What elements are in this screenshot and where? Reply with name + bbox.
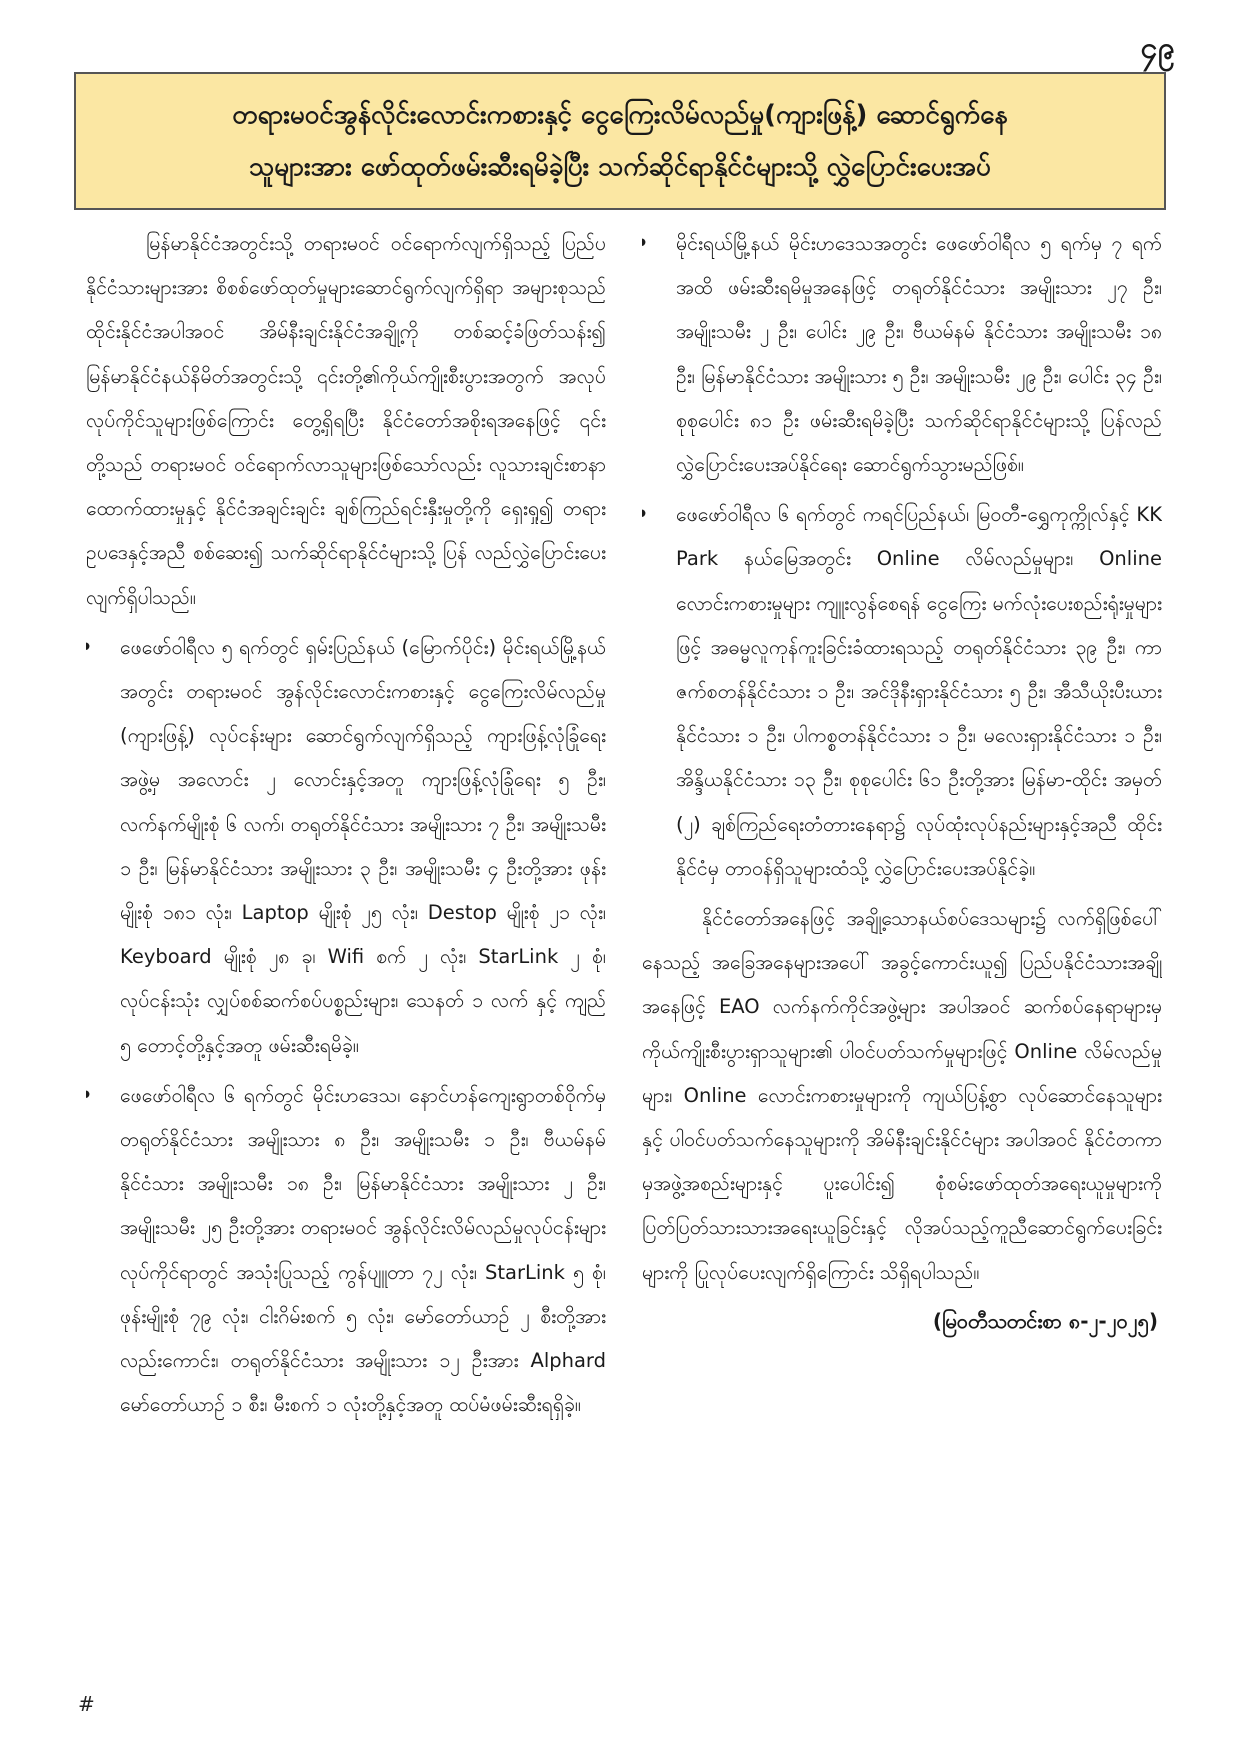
left-column	[86, 222, 606, 1662]
bullet-item-kk-park: • ဖေဖော်ဝါရီလ ၆ ရက်တွင် ကရင်ပြည်နယ်၊ မြဝတီ-ရွှေကုက္ကိုလ်နှင့် KK Park နယ်မြေအတွင်း Online လိမ်လည်မှုများ၊ Online လောင်းကစားမှုများ ကျူးလွန်စေရန် ငွေကြေး မက်လုံးပေးစည်းရုံးမှုများဖြင့် အဓမ္မလူကုန်ကူးခြင်းခံထားရသည့် တရုတ်နိုင်ငံသား ၃၉ ဦး၊ ကာဇက်စတန်နိုင်ငံသား ၁ ဦး၊ အင်ဒိုနီးရှားနိုင်ငံသား ၅ ဦး၊ အီသီယိုးပီးယားနိုင်ငံသား ၁ ဦး၊ ပါကစ္စတန်နိုင်ငံသား ၁ ဦး၊ မလေးရှားနိုင်ငံသား ၁ ဦး၊ အိန္ဒိယနိုင်ငံသား ၁၃ ဦး၊ စုစုပေါင်း ၆၁ ဦးတို့အား မြန်မာ-ထိုင်း အမှတ် (၂) ချစ်ကြည်ရေးတံတားနေရာ၌ လုပ်ထုံးလုပ်နည်းများနှင့်အညီ ထိုင်းနိုင်ငံမှ တာဝန်ရှိသူများထံသို့ လွှဲပြောင်းပေးအပ်နိုင်ခဲ့။	[642, 493, 1162, 891]
page-number: ၄၉	[1140, 31, 1176, 66]
article-body	[86, 222, 1162, 1662]
bullet-item-feb5-arrests: • ဖေဖော်ဝါရီလ ၅ ရက်တွင် ရှမ်းပြည်နယ် (မြောက်ပိုင်း) မိုင်းရယ်မြို့နယ်အတွင်း တရားမဝင် အွန်လိုင်းလောင်းကစားနှင့် ငွေကြေးလိမ်လည်မှု (ကျားဖြန့်) လုပ်ငန်းများ ဆောင်ရွက်လျက်ရှိသည့် ကျားဖြန့်လုံခြုံရေးအဖွဲ့မှ အလောင်း ၂ လောင်းနှင့်အတူ ကျားဖြန့်လုံခြုံရေး ၅ ဦး၊ လက်နက်မျိုးစုံ ၆ လက်၊ တရုတ်နိုင်ငံသား အမျိုးသား ၇ ဦး၊ အမျိုးသမီး ၁ ဦး၊ မြန်မာနိုင်ငံသား အမျိုးသား ၃ ဦး၊ အမျိုးသမီး ၄ ဦးတို့အား ဖုန်းမျိုးစုံ ၁၈၁ လုံး၊ Laptop မျိုးစုံ ၂၅ လုံး၊ Destop မျိုးစုံ ၂၁ လုံး၊ Keyboard မျိုးစုံ ၂၈ ခု၊ Wifi စက် ၂ လုံး၊ StarLink ၂ စုံ၊ လုပ်ငန်းသုံး လျှပ်စစ်ဆက်စပ်ပစ္စည်းများ၊ သေနတ် ၁ လက် နှင့် ကျည် ၅ တောင့်တို့နှင့်အတူ ဖမ်းဆီးရမိခဲ့။	[86, 626, 606, 1068]
headline-line-2: သူများအား ဖော်ထုတ်ဖမ်းဆီးရမိခဲ့ပြီး သက်ဆိုင်ရာနိုင်ငံများသို့ လွှဲပြောင်းပေးအပ်	[249, 152, 991, 182]
intro-paragraph: မြန်မာနိုင်ငံအတွင်းသို့ တရားမဝင် ဝင်ရောက်လျက်ရှိသည့် ပြည်ပနိုင်ငံသားများအား စိစစ်ဖော်ထုတ်မှုများဆောင်ရွက်လျက်ရှိရာ အများစုသည် ထိုင်းနိုင်ငံအပါအဝင် အိမ်နီးချင်းနိုင်ငံအချို့ကို တစ်ဆင့်ခံဖြတ်သန်း၍ မြန်မာနိုင်ငံနယ်နိမိတ်အတွင်းသို့ ၎င်းတို့၏ကိုယ်ကျိုးစီးပွားအတွက် အလုပ်လုပ်ကိုင်သူများဖြစ်ကြောင်း တွေ့ရှိရပြီး နိုင်ငံတော်အစိုးရအနေဖြင့် ၎င်းတို့သည် တရားမဝင် ဝင်ရောက်လာသူများဖြစ်သော်လည်း လူသားချင်းစာနာထောက်ထားမှုနှင့် နိုင်ငံအချင်းချင်း ချစ်ကြည်ရင်းနှီးမှုတို့ကို ရှေးရှု၍ တရားဥပဒေနှင့်အညီ စစ်ဆေး၍ သက်ဆိုင်ရာနိုင်ငံများသို့ ပြန် လည်လွှဲပြောင်းပေးလျက်ရှိပါသည်။	[86, 232, 606, 609]
bullet-item-feb6-mongha: • ဖေဖော်ဝါရီလ ၆ ရက်တွင် မိုင်းဟဒေသ၊ နောင်ဟန်ကျေးရွာတစ်ဝိုက်မှ တရုတ်နိုင်ငံသား အမျိုးသား ၈ ဦး၊ အမျိုးသမီး ၁ ဦး၊ ဗီယမ်နမ်နိုင်ငံသား အမျိုးသမီး ၁၈ ဦး၊ မြန်မာနိုင်ငံသား အမျိုးသား ၂ ဦး၊ အမျိုးသမီး ၂၅ ဦးတို့အား တရားမဝင် အွန်လိုင်းလိမ်လည်မှုလုပ်ငန်းများ လုပ်ကိုင်ရာတွင် အသုံးပြုသည့် ကွန်ပျူတာ ၇၂ လုံး၊ StarLink ၅ စုံ၊ ဖုန်းမျိုးစုံ ၇၉ လုံး၊ ငါးဂိမ်းစက် ၅ လုံး၊ မော်တော်ယာဉ် ၂ စီးတို့အားလည်းကောင်း၊ တရုတ်နိုင်ငံသား အမျိုးသား ၁၂ ဦးအား Alphard မော်တော်ယာဉ် ၁ စီး၊ မီးစက် ၁ လုံးတို့နှင့်အတူ ထပ်မံဖမ်းဆီးရရှိခဲ့။	[86, 1074, 606, 1428]
right-column	[642, 222, 1162, 1662]
closing-paragraph: နိုင်ငံတော်အနေဖြင့် အချို့သောနယ်စပ်ဒေသများ၌ လက်ရှိဖြစ်ပေါ်နေသည့် အခြေအနေများအပေါ် အခွင့်ကောင်းယူ၍ ပြည်ပနိုင်ငံသားအချို့အနေဖြင့် EAO လက်နက်ကိုင်အဖွဲ့များ အပါအဝင် ဆက်စပ်နေရာများမှ ကိုယ်ကျိုးစီးပွားရှာသူများ၏ ပါဝင်ပတ်သက်မှုများဖြင့် Online လိမ်လည်မှုများ၊ Online လောင်းကစားမှုများကို ကျယ်ပြန့်စွာ လုပ်ဆောင်နေသူများနှင့် ပါဝင်ပတ်သက်နေသူများကို အိမ်နီးချင်းနိုင်ငံများ အပါအဝင် နိုင်ငံတကာမှအဖွဲ့အစည်းများနှင့် ပူးပေါင်း၍ စုံစမ်းဖော်ထုတ်အရေးယူမှုများကို ပြတ်ပြတ်သားသားအရေးယူခြင်းနှင့် လိုအပ်သည့်ကူညီဆောင်ရွက်ပေးခြင်းများကို ပြုလုပ်ပေးလျက်ရှိကြောင်း သိရှိရပါသည်။	[642, 907, 1162, 1284]
headline-box	[74, 72, 1166, 210]
headline-line-1: တရားမဝင်အွန်လိုင်းလောင်းကစားနှင့် ငွေကြေးလိမ်လည်မှု(ကျားဖြန့်) ဆောင်ရွက်နေ	[232, 100, 1008, 130]
source-citation: (မြဝတီသတင်းစာ ၈-၂-၂၀၂၅)	[932, 1308, 1158, 1333]
footer-mark: #	[78, 1692, 95, 1716]
bullet-item-summary: • မိုင်းရယ်မြို့နယ် မိုင်းဟဒေသအတွင်း ဖေဖော်ဝါရီလ ၅ ရက်မှ ၇ ရက်အထိ ဖမ်းဆီးရမိမှုအနေဖြင့် တရုတ်နိုင်ငံသား အမျိုးသား ၂၇ ဦး၊ အမျိုးသမီး ၂ ဦး၊ ပေါင်း ၂၉ ဦး၊ ဗီယမ်နမ် နိုင်ငံသား အမျိုးသမီး ၁၈ ဦး၊ မြန်မာနိုင်ငံသား အမျိုးသား ၅ ဦး၊ အမျိုးသမီး ၂၉ ဦး၊ ပေါင်း ၃၄ ဦး၊ စုစုပေါင်း ၈၁ ဦး ဖမ်းဆီးရမိခဲ့ပြီး သက်ဆိုင်ရာနိုင်ငံများသို့ ပြန်လည်လွှဲပြောင်းပေးအပ်နိုင်ရေး ဆောင်ရွက်သွားမည်ဖြစ်။	[642, 222, 1162, 487]
